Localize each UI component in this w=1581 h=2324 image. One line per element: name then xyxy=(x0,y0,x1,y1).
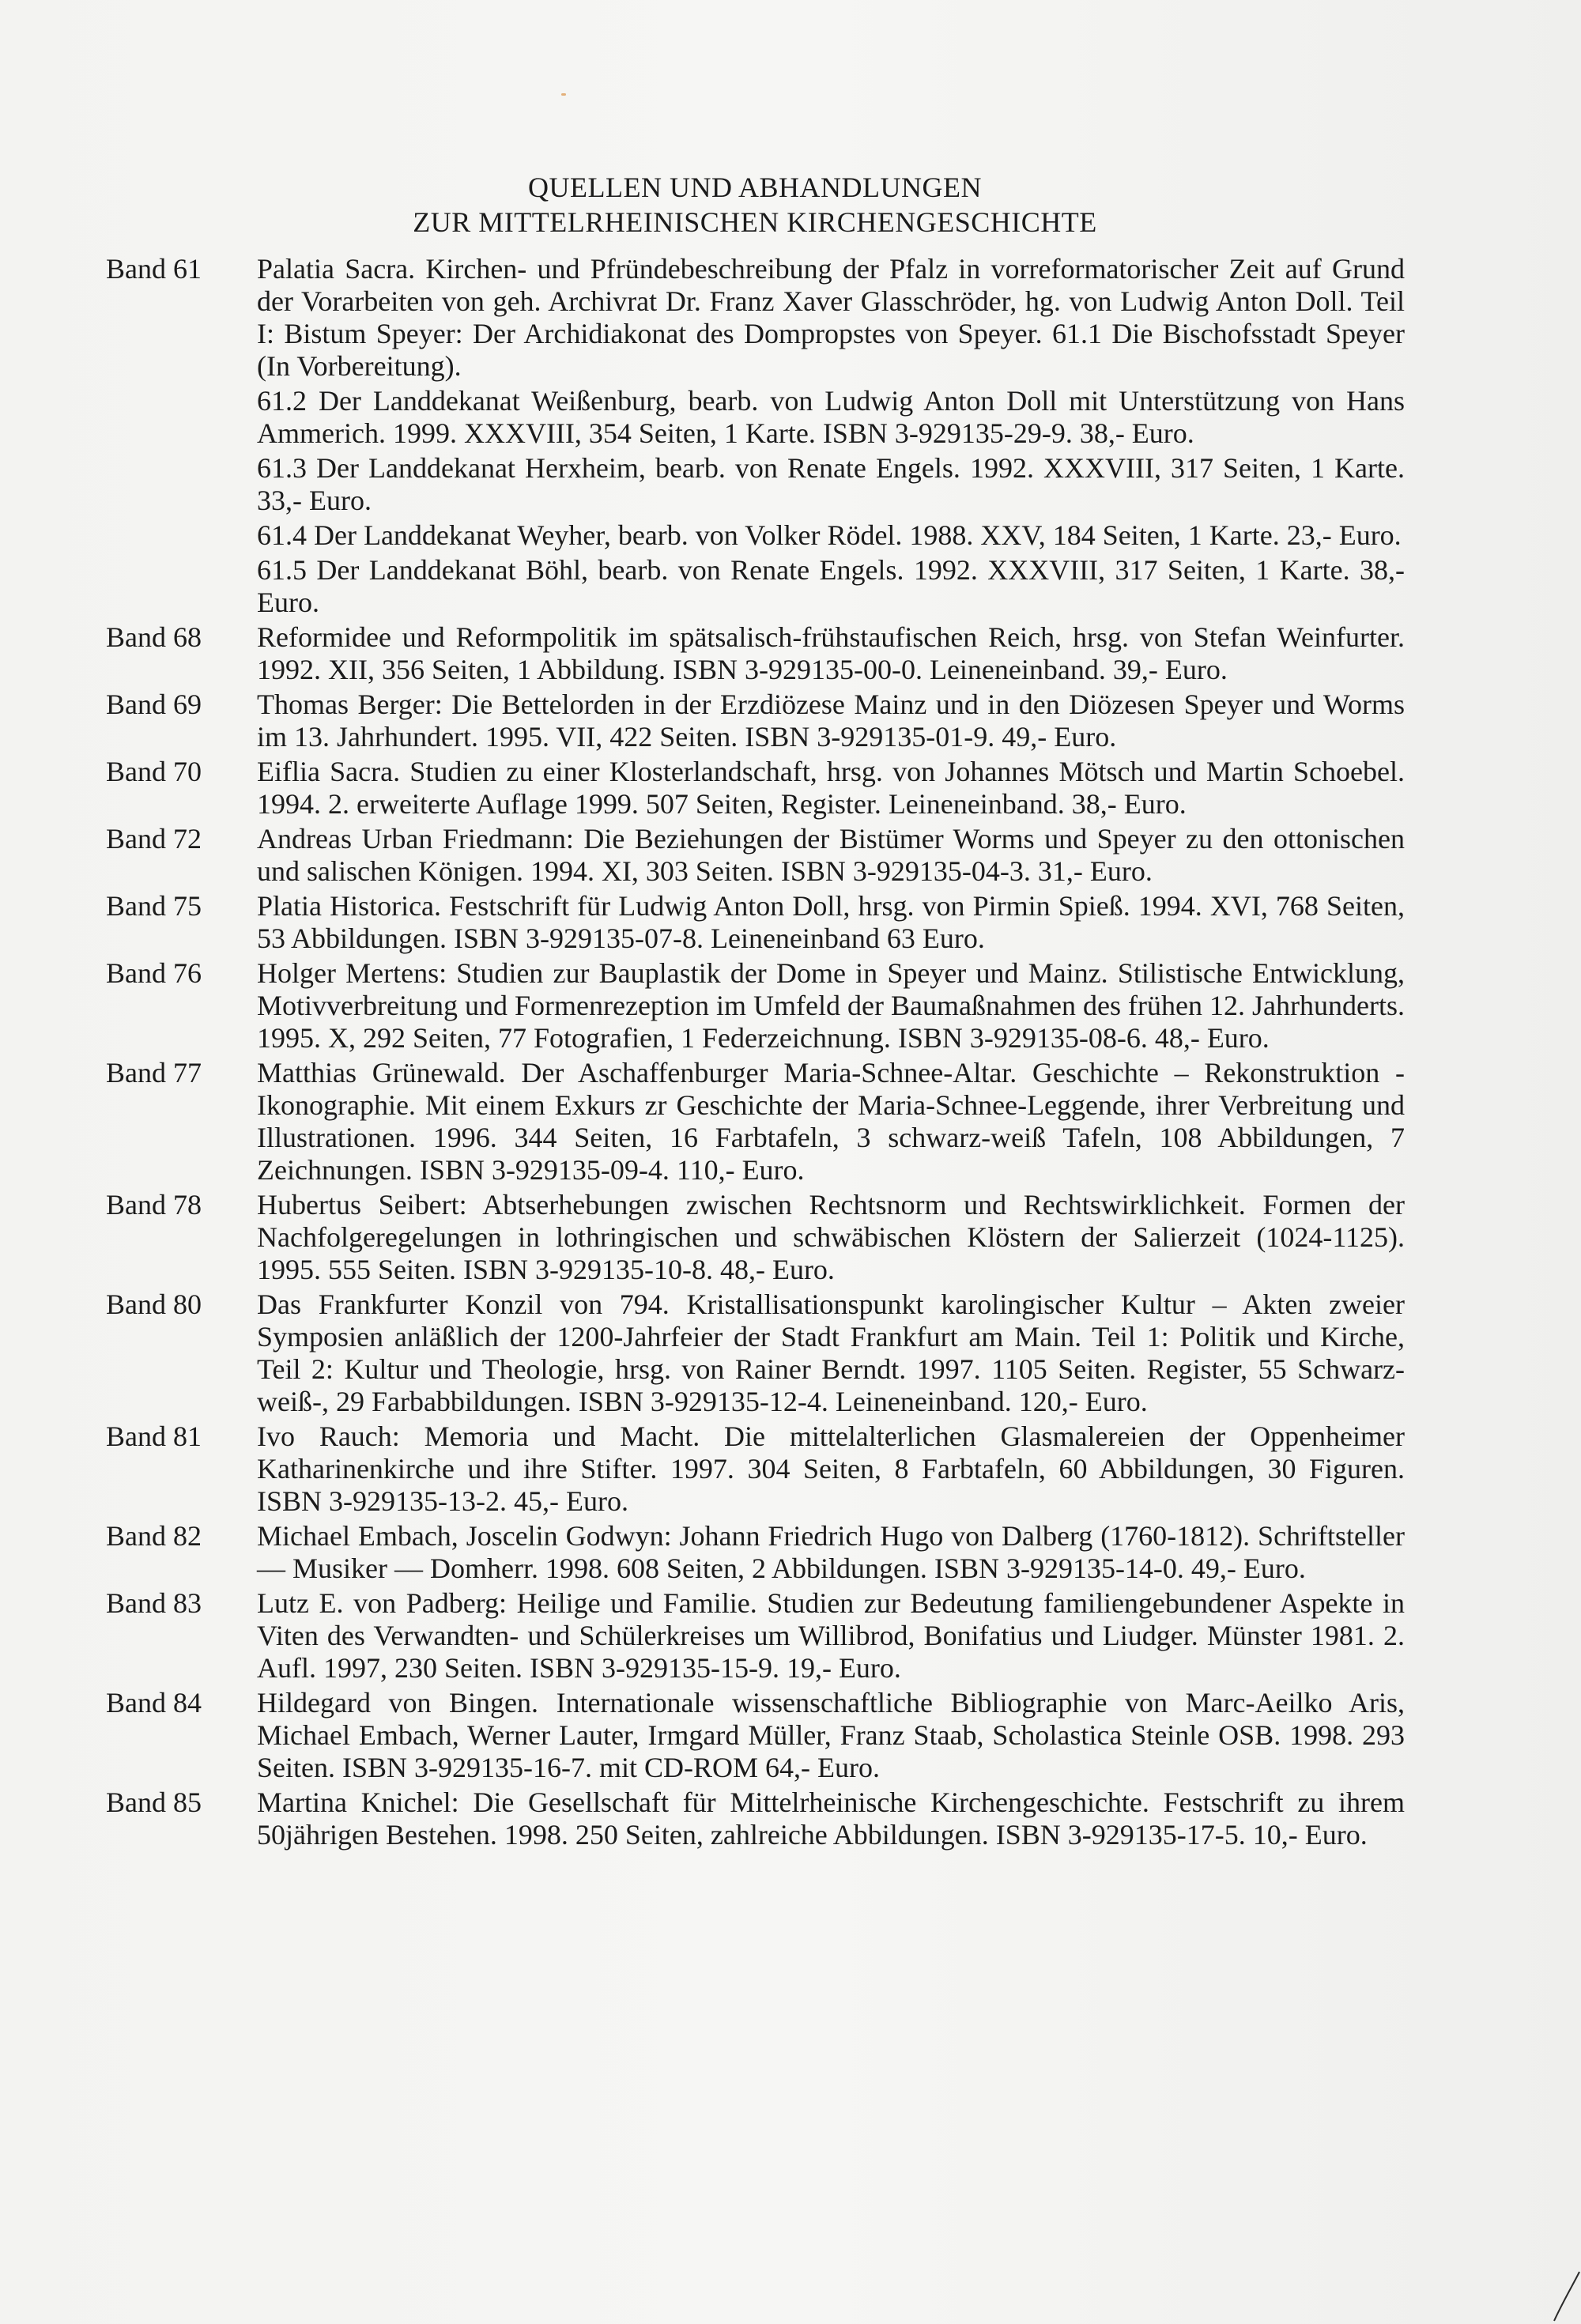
description-paragraph: Martina Knichel: Die Gesellschaft für Mittelrheinische Kirchengeschichte. Festschrift zu ihrem 50jährigen Bestehen. 1998. 250 Seiten, zahlreiche Abbildungen. ISBN 3-929135-17-5. 10,- Euro. xyxy=(257,1786,1405,1851)
description-paragraph: Ivo Rauch: Memoria und Macht. Die mittelalterlichen Glasmalereien der Oppenheimer Katharinenkirche und ihre Stifter. 1997. 304 Seiten, 8 Farbtafeln, 60 Abbildungen, 30 Figuren. ISBN 3-929135-13-2. 45,- Euro. xyxy=(257,1420,1405,1517)
volume-description xyxy=(257,1420,1405,1518)
list-item xyxy=(106,1189,1410,1286)
volume-description xyxy=(257,756,1405,821)
list-item xyxy=(106,1587,1410,1685)
description-paragraph: 61.2 Der Landdekanat Weißenburg, bearb. von Ludwig Anton Doll mit Unterstützung von Hans Ammerich. 1999. XXXVIII, 354 Seiten, 1 Karte. ISBN 3-929135-29-9. 38,- Euro. xyxy=(257,385,1405,449)
list-item xyxy=(106,1420,1410,1518)
list-item xyxy=(106,689,1410,753)
description-paragraph: 61.5 Der Landdekanat Böhl, bearb. von Renate Engels. 1992. XXXVIII, 317 Seiten, 1 Karte. 38,- Euro. xyxy=(257,554,1405,618)
volume-number: Band 81 xyxy=(106,1420,202,1452)
volume-description xyxy=(257,957,1405,1054)
description-paragraph: Palatia Sacra. Kirchen- und Pfründebeschreibung der Pfalz in vorreformatorischer Zeit auf Grund der Vorarbeiten von geh. Archivrat Dr. Franz Xaver Glasschröder, hg. von Ludwig Anton Doll. Teil I: Bistum Speyer: Der Archidiakonat des Dompropstes von Speyer. 61.1 Die Bischofsstadt Speyer (In Vorbereitung). xyxy=(257,253,1405,382)
volume-number: Band 68 xyxy=(106,621,202,653)
list-item xyxy=(106,823,1410,888)
description-paragraph: Matthias Grünewald. Der Aschaffenburger Maria-Schnee-Altar. Geschichte – Rekonstruktion - Ikonographie. Mit einem Exkurs zr Geschichte der Maria-Schnee-Leggende, ihrer Verbreitung und Illustrationen. 1996. 344 Seiten, 16 Farbtafeln, 3 schwarz-weiß Tafeln, 108 Abbildungen, 7 Zeichnungen. ISBN 3-929135-09-4. 110,- Euro. xyxy=(257,1057,1405,1186)
series-list xyxy=(106,253,1410,1854)
volume-number: Band 80 xyxy=(106,1288,202,1320)
list-item xyxy=(106,1288,1410,1418)
list-item xyxy=(106,253,1410,619)
page-curl-icon xyxy=(1549,2269,1581,2324)
volume-description xyxy=(257,253,1405,619)
volume-number: Band 84 xyxy=(106,1687,202,1718)
volume-number: Band 78 xyxy=(106,1189,202,1220)
volume-number: Band 75 xyxy=(106,890,202,922)
volume-description xyxy=(257,689,1405,753)
description-paragraph: 61.3 Der Landdekanat Herxheim, bearb. von Renate Engels. 1992. XXXVIII, 317 Seiten, 1 Karte. 33,- Euro. xyxy=(257,452,1405,516)
volume-number: Band 61 xyxy=(106,253,202,285)
volume-description xyxy=(257,1288,1405,1418)
volume-description xyxy=(257,621,1405,686)
list-item xyxy=(106,1520,1410,1585)
description-paragraph: Michael Embach, Joscelin Godwyn: Johann Friedrich Hugo von Dalberg (1760-1812). Schriftsteller — Musiker — Domherr. 1998. 608 Seiten, 2 Abbildungen. ISBN 3-929135-14-0. 49,- Euro. xyxy=(257,1520,1405,1584)
list-item xyxy=(106,621,1410,686)
page-title-line-1: QUELLEN UND ABHANDLUNGEN xyxy=(528,172,982,203)
description-paragraph: Lutz E. von Padberg: Heilige und Familie. Studien zur Bedeutung familiengebundener Aspekte in Viten des Verwandten- und Schülerkreises um Willibrod, Bonifatius und Liudger. Münster 1981. 2. Aufl. 1997, 230 Seiten. ISBN 3-929135-15-9. 19,- Euro. xyxy=(257,1587,1405,1684)
volume-description xyxy=(257,823,1405,888)
description-paragraph: Eiflia Sacra. Studien zu einer Klosterlandschaft, hrsg. von Johannes Mötsch und Martin Schoebel. 1994. 2. erweiterte Auflage 1999. 507 Seiten, Register. Leineneinband. 38,- Euro. xyxy=(257,756,1405,820)
description-paragraph: 61.4 Der Landdekanat Weyher, bearb. von Volker Rödel. 1988. XXV, 184 Seiten, 1 Karte. 23,- Euro. xyxy=(257,519,1402,551)
volume-description xyxy=(257,1057,1405,1187)
page-title-line-2: ZUR MITTELRHEINISCHEN KIRCHENGESCHICHTE xyxy=(413,206,1097,238)
volume-description xyxy=(257,1587,1405,1685)
description-paragraph: Hubertus Seibert: Abtserhebungen zwischen Rechtsnorm und Rechtswirklichkeit. Formen der Nachfolgeregelungen in lothringischen und schwäbischen Klöstern der Salierzeit (1024-1125). 1995. 555 Seiten. ISBN 3-929135-10-8. 48,- Euro. xyxy=(257,1189,1405,1285)
description-paragraph: Thomas Berger: Die Bettelorden in der Erzdiözese Mainz und in den Diözesen Speyer und Worms im 13. Jahrhundert. 1995. VII, 422 Seiten. ISBN 3-929135-01-9. 49,- Euro. xyxy=(257,689,1405,753)
description-paragraph: Hildegard von Bingen. Internationale wissenschaftliche Bibliographie von Marc-Aeilko Aris, Michael Embach, Werner Lauter, Irmgard Müller, Franz Staab, Scholastica Steinle OSB. 1998. 293 Seiten. ISBN 3-929135-16-7. mit CD-ROM 64,- Euro. xyxy=(257,1687,1405,1783)
volume-description xyxy=(257,1786,1405,1851)
volume-number: Band 69 xyxy=(106,689,202,720)
list-item xyxy=(106,957,1410,1054)
volume-number: Band 83 xyxy=(106,1587,202,1619)
description-paragraph: Andreas Urban Friedmann: Die Beziehungen der Bistümer Worms und Speyer zu den ottonischen und salischen Königen. 1994. XI, 303 Seiten. ISBN 3-929135-04-3. 31,- Euro. xyxy=(257,823,1405,887)
volume-description xyxy=(257,1520,1405,1585)
list-item xyxy=(106,1687,1410,1784)
volume-description xyxy=(257,890,1405,955)
list-item xyxy=(106,756,1410,821)
description-paragraph: Platia Historica. Festschrift für Ludwig Anton Doll, hrsg. von Pirmin Spieß. 1994. XVI, 768 Seiten, 53 Abbildungen. ISBN 3-929135-07-8. Leineneinband 63 Euro. xyxy=(257,890,1405,954)
volume-number: Band 82 xyxy=(106,1520,202,1552)
list-item xyxy=(106,890,1410,955)
volume-description xyxy=(257,1189,1405,1286)
list-item xyxy=(106,1057,1410,1187)
description-paragraph: Reformidee und Reformpolitik im spätsalisch-frühstaufischen Reich, hrsg. von Stefan Weinfurter. 1992. XII, 356 Seiten, 1 Abbildung. ISBN 3-929135-00-0. Leineneinband. 39,- Euro. xyxy=(257,621,1405,685)
volume-number: Band 72 xyxy=(106,823,202,855)
description-paragraph: Das Frankfurter Konzil von 794. Kristallisationspunkt karolingischer Kultur – Akten zweier Symposien anläßlich der 1200-Jahrfeier der Stadt Frankfurt am Main. Teil 1: Politik und Kirche, Teil 2: Kultur und Theologie, hrsg. von Rainer Berndt. 1997. 1105 Seiten. Register, 55 Schwarz-weiß-, 29 Farbabbildungen. ISBN 3-929135-12-4. Leineneinband. 120,- Euro. xyxy=(257,1288,1405,1417)
paper-speck xyxy=(561,93,566,96)
volume-description xyxy=(257,1687,1405,1784)
volume-number: Band 77 xyxy=(106,1057,202,1088)
volume-number: Band 85 xyxy=(106,1786,202,1818)
volume-number: Band 76 xyxy=(106,957,202,989)
volume-number: Band 70 xyxy=(106,756,202,787)
list-item xyxy=(106,1786,1410,1851)
description-paragraph: Holger Mertens: Studien zur Bauplastik der Dome in Speyer und Mainz. Stilistische Entwicklung, Motivverbreitung und Formenrezeption im Umfeld der Baumaßnahmen des frühen 12. Jahrhunderts. 1995. X, 292 Seiten, 77 Fotografien, 1 Federzeichnung. ISBN 3-929135-08-6. 48,- Euro. xyxy=(257,957,1405,1054)
